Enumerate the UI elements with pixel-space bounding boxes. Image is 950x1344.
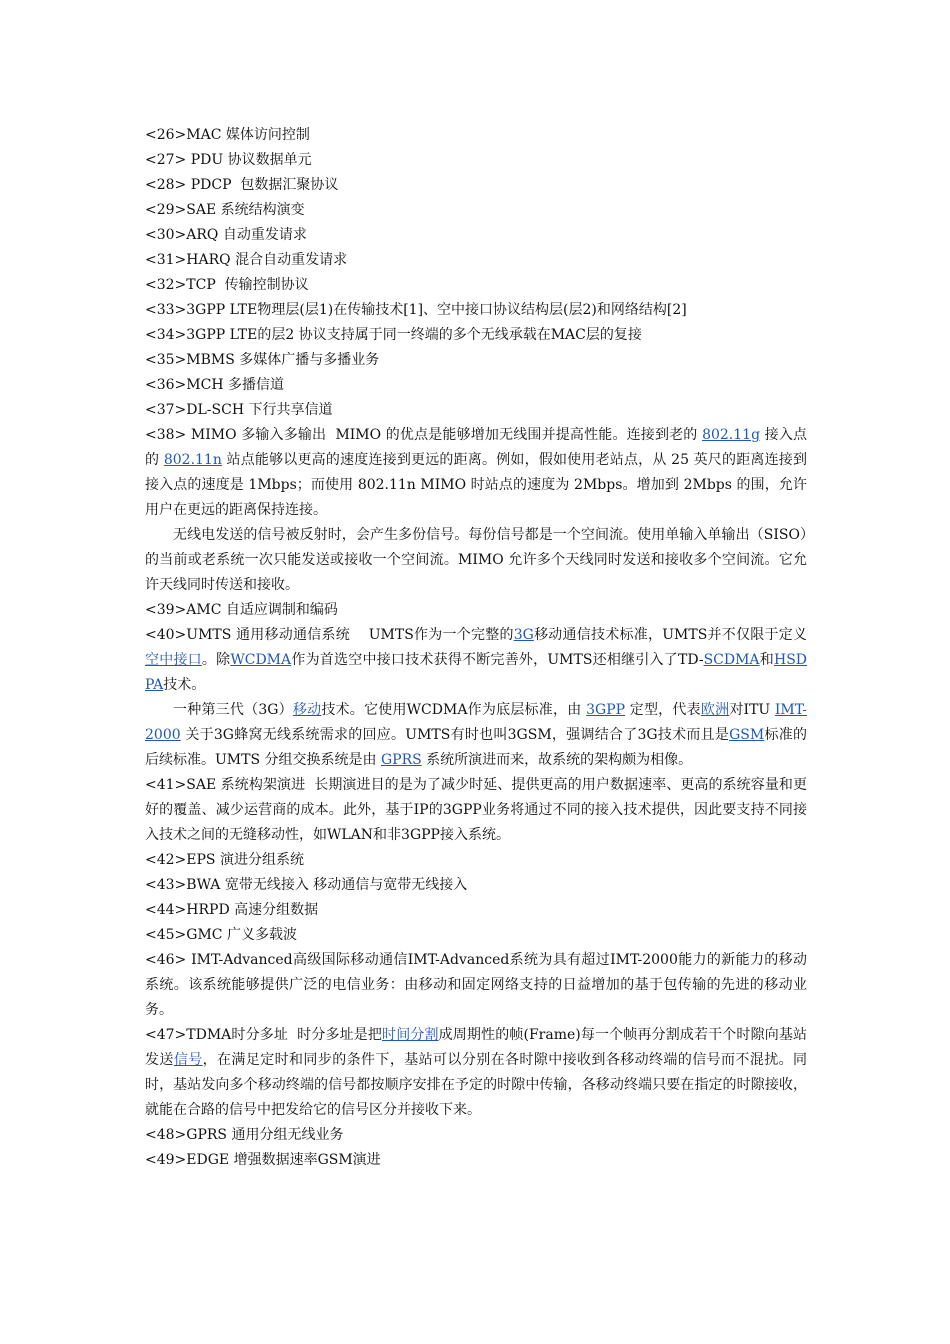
paragraph-text: 技术。 bbox=[163, 677, 206, 693]
paragraph bbox=[145, 323, 807, 348]
paragraph-text: 关于3G蜂窝无线系统需求的回应。UMTS有时也叫3GSM，强调结合了3G技术而且是 bbox=[180, 727, 730, 743]
hyperlink[interactable]: SCDMA bbox=[703, 652, 760, 668]
paragraph bbox=[145, 948, 807, 1023]
paragraph-text: 。除 bbox=[201, 652, 231, 668]
hyperlink[interactable]: GPRS bbox=[380, 752, 422, 768]
paragraph bbox=[145, 148, 807, 173]
paragraph bbox=[145, 123, 807, 148]
paragraph bbox=[145, 348, 807, 373]
hyperlink[interactable]: 移动 bbox=[292, 702, 322, 718]
paragraph bbox=[145, 1148, 807, 1173]
hyperlink[interactable]: HSDPA bbox=[145, 652, 808, 693]
paragraph-text: <32>TCP 传输控制协议 bbox=[145, 277, 309, 293]
paragraph-text: 站点能够以更高的速度连接到更远的距离。例如，假如使用老站点，从 25 英尺的距离连接到接入点的速度是 1Mbps；而使用 802.11n MIMO 时站点的速度为 2Mbps。增加到 2Mbps 的围，允许用户在更远的距离保持连接。 bbox=[145, 452, 807, 518]
paragraph bbox=[145, 373, 807, 398]
hyperlink[interactable]: 空中接口 bbox=[145, 652, 202, 668]
paragraph-text: <29>SAE 系统结构演变 bbox=[145, 202, 305, 218]
paragraph-text: <38> MIMO 多输入多输出 MIMO 的优点是能够增加无线围并提高性能。连接到老的 bbox=[145, 427, 703, 443]
paragraph bbox=[145, 248, 807, 273]
paragraph-text: <44>HRPD 高速分组数据 bbox=[145, 902, 319, 918]
paragraph-text: <39>AMC 自适应调制和编码 bbox=[145, 602, 338, 618]
paragraph bbox=[145, 198, 807, 223]
paragraph-text: 接入点的 bbox=[145, 427, 807, 468]
paragraph-text: <27> PDU 协议数据单元 bbox=[145, 152, 312, 168]
paragraph bbox=[145, 173, 807, 198]
paragraph bbox=[145, 298, 807, 323]
paragraph-text: 系统所演进而来，故系统的架构颇为相像。 bbox=[421, 752, 693, 768]
hyperlink[interactable]: 信号 bbox=[173, 1052, 203, 1068]
hyperlink[interactable]: 802.11g bbox=[702, 427, 761, 443]
paragraph-text: 技术。它使用WCDMA作为底层标准，由 bbox=[321, 702, 587, 718]
paragraph bbox=[145, 1023, 807, 1123]
paragraph-text: <28> PDCP 包数据汇聚协议 bbox=[145, 177, 339, 193]
paragraph-text: <46> IMT-Advanced高级国际移动通信IMT-Advanced系统为具有超过IMT-2000能力的新能力的移动系统。该系统能够提供广泛的电信业务：由移动和固定网络支持的日益增加的基于包传输的先进的移动业务。 bbox=[145, 952, 807, 1018]
paragraph-text: 成周期性的帧(Frame)每一个帧再分割成若干个时隙向基站发送 bbox=[145, 1027, 807, 1068]
paragraph-text: <43>BWA 宽带无线接入 移动通信与宽带无线接入 bbox=[145, 877, 468, 893]
paragraph-text: 定型，代表 bbox=[625, 702, 701, 718]
paragraph-text: <49>EDGE 增强数据速率GSM演进 bbox=[145, 1152, 381, 1168]
paragraph bbox=[145, 773, 807, 848]
hyperlink[interactable]: 3GPP bbox=[586, 702, 626, 718]
paragraph-text: ，在满足定时和同步的条件下，基站可以分别在各时隙中接收到各移动终端的信号而不混扰。同时，基站发向多个移动终端的信号都按顺序安排在予定的时隙中传输，各移动终端只要在指定的时隙接收，就能在合路的信号中把发给它的信号区分并接收下来。 bbox=[145, 1052, 808, 1118]
paragraph-text: <31>HARQ 混合自动重发请求 bbox=[145, 252, 348, 268]
paragraph-text: <33>3GPP LTE物理层(层1)在传输技术[1]、空中接口协议结构层(层2)和网络结构[2] bbox=[145, 302, 687, 318]
paragraph bbox=[145, 273, 807, 298]
paragraph-text: 对ITU bbox=[729, 702, 775, 718]
paragraph bbox=[145, 698, 807, 773]
paragraph bbox=[145, 898, 807, 923]
hyperlink[interactable]: 欧洲 bbox=[700, 702, 730, 718]
paragraph-text: 作为首选空中接口技术获得不断完善外，UMTS还相继引入了TD- bbox=[291, 652, 704, 668]
paragraph-text: <34>3GPP LTE的层2 协议支持属于同一终端的多个无线承载在MAC层的复接 bbox=[145, 327, 642, 343]
paragraph-text: <48>GPRS 通用分组无线业务 bbox=[145, 1127, 344, 1143]
paragraph bbox=[145, 1123, 807, 1148]
document-body bbox=[145, 123, 807, 1173]
paragraph-text: <47>TDMA时分多址 时分多址是把 bbox=[145, 1027, 383, 1043]
paragraph bbox=[145, 598, 807, 623]
paragraph-text: <42>EPS 演进分组系统 bbox=[145, 852, 304, 868]
paragraph-text: <37>DL-SCH 下行共享信道 bbox=[145, 402, 333, 418]
paragraph bbox=[145, 398, 807, 423]
hyperlink[interactable]: 时间分割 bbox=[382, 1027, 439, 1043]
paragraph bbox=[145, 623, 807, 698]
hyperlink[interactable]: WCDMA bbox=[230, 652, 292, 668]
paragraph-text: 一种第三代（3G） bbox=[173, 702, 293, 718]
paragraph-text: 和 bbox=[759, 652, 774, 668]
paragraph-text: <26>MAC 媒体访问控制 bbox=[145, 127, 310, 143]
paragraph bbox=[145, 423, 807, 523]
paragraph bbox=[145, 873, 807, 898]
paragraph bbox=[145, 223, 807, 248]
paragraph-text: <41>SAE 系统构架演进 长期演进目的是为了减少时延、提供更高的用户数据速率、更高的系统容量和更好的覆盖、减少运营商的成本。此外，基于IP的3GPP业务将通过不同的接入技术提供，因此要支持不同接入技术之间的无缝移动性，如WLAN和非3GPP接入系统。 bbox=[145, 777, 807, 843]
paragraph-text: 标准的后续标准。UMTS 分组交换系统是由 bbox=[145, 727, 807, 768]
hyperlink[interactable]: 3G bbox=[513, 627, 534, 643]
paragraph bbox=[145, 848, 807, 873]
paragraph-text: <40>UMTS 通用移动通信系统 UMTS作为一个完整的 bbox=[145, 627, 514, 643]
paragraph bbox=[145, 923, 807, 948]
paragraph-text: <35>MBMS 多媒体广播与多播业务 bbox=[145, 352, 380, 368]
paragraph-text: 无线电发送的信号被反射时，会产生多份信号。每份信号都是一个空间流。使用单输入单输出（SISO）的当前或老系统一次只能发送或接收一个空间流。MIMO 允许多个天线同时发送和接收多个空间流。它允许天线同时传送和接收。 bbox=[145, 527, 807, 593]
hyperlink[interactable]: 802.11n bbox=[163, 452, 222, 468]
hyperlink[interactable]: IMT-2000 bbox=[145, 702, 808, 743]
paragraph-text: <45>GMC 广义多载波 bbox=[145, 927, 297, 943]
paragraph-text: <30>ARQ 自动重发请求 bbox=[145, 227, 307, 243]
hyperlink[interactable]: GSM bbox=[729, 727, 765, 743]
paragraph bbox=[145, 523, 807, 598]
paragraph-text: <36>MCH 多播信道 bbox=[145, 377, 284, 393]
paragraph-text: 移动通信技术标准，UMTS并不仅限于定义 bbox=[533, 627, 807, 643]
